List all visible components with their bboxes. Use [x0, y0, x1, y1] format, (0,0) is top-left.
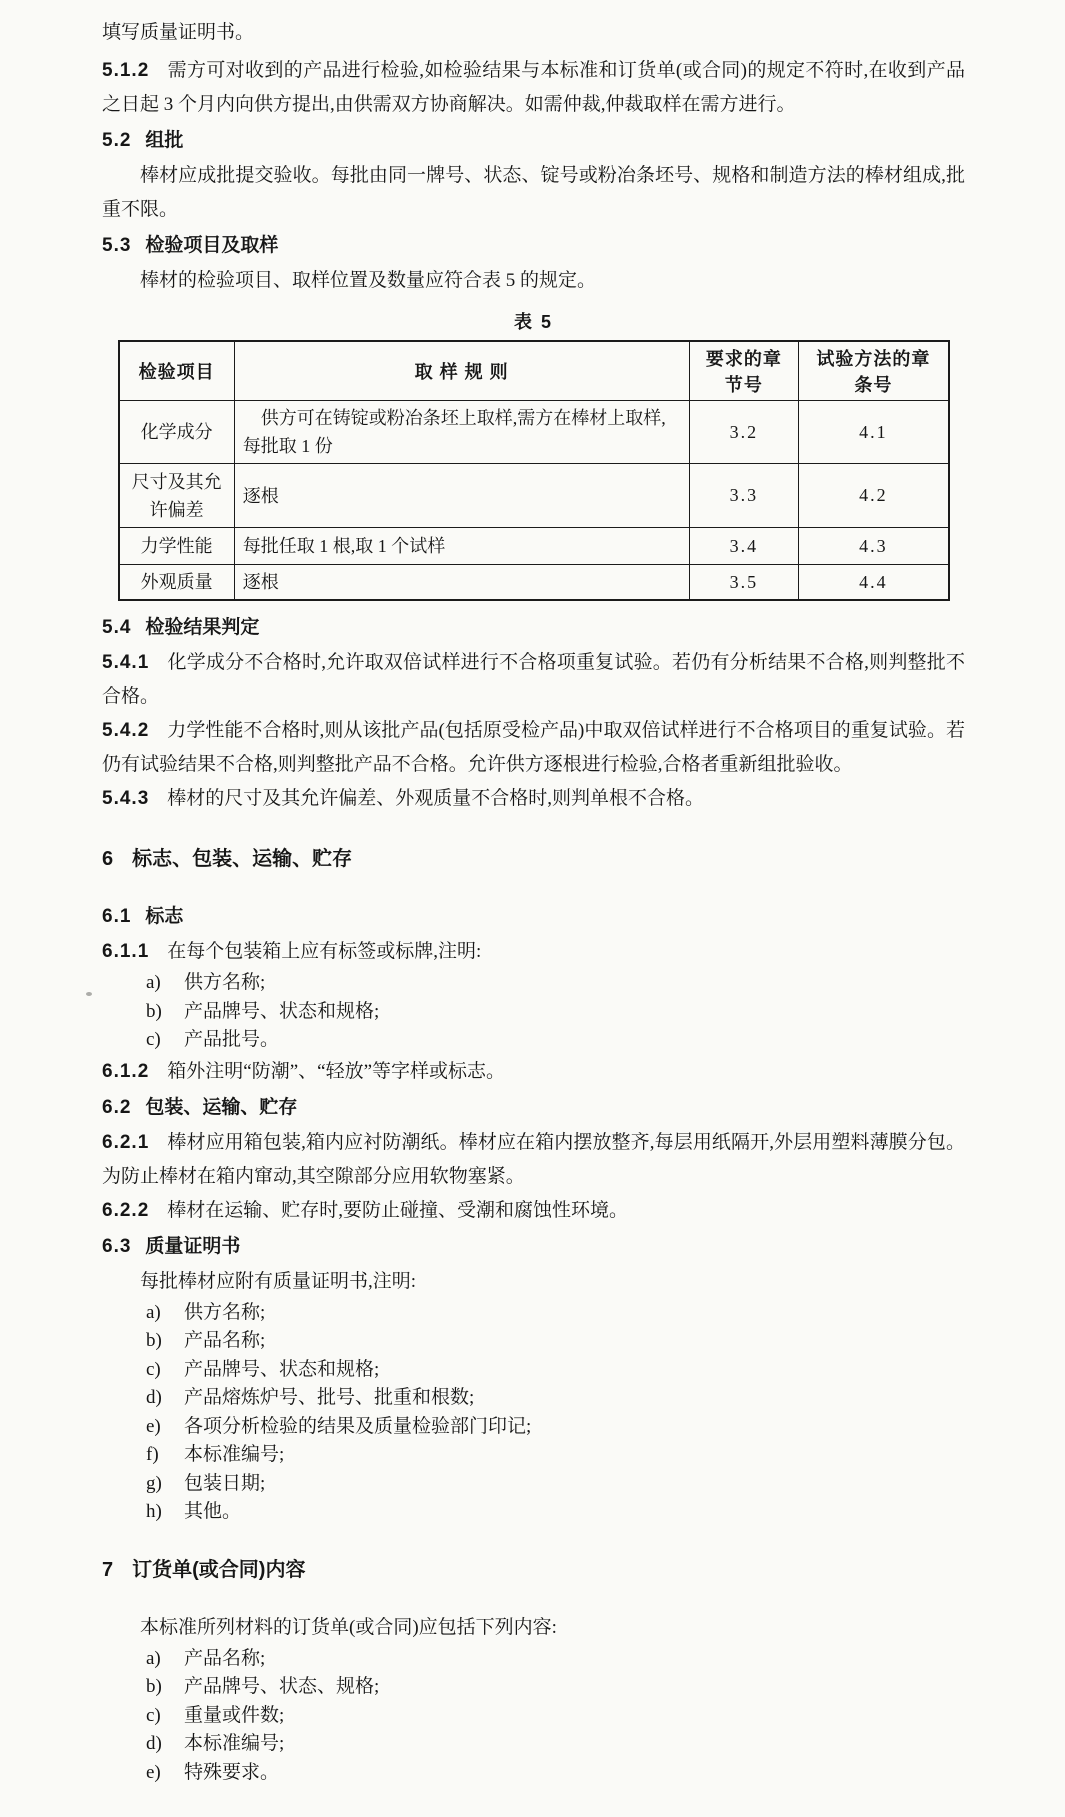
clause-6-2-1	[102, 1126, 965, 1194]
paragraph-continuation: 填写质量证明书。	[102, 22, 255, 43]
cell-requirement: 3.2	[689, 401, 799, 464]
list-item-text: 产品牌号、状态、规格;	[184, 1676, 380, 1697]
cell-requirement: 3.3	[689, 464, 799, 528]
list-item	[102, 1730, 965, 1759]
cell-item: 化学成分	[119, 401, 235, 464]
list-item	[102, 1441, 965, 1470]
heading-5-4	[102, 611, 965, 644]
list-7	[102, 1645, 965, 1788]
list-item-label: a)	[146, 972, 161, 993]
clause-6-1-1	[102, 935, 965, 969]
list-item-label: g)	[146, 1472, 162, 1494]
list-item-label: c)	[146, 1704, 161, 1726]
list-item-text: 特殊要求。	[184, 1761, 280, 1783]
clause-number: 5.1.2	[102, 60, 150, 81]
header-item: 检验项目	[119, 341, 235, 401]
cell-method: 4.2	[799, 464, 949, 528]
clause-text: 棒材应用箱包装,箱内应衬防潮纸。棒材应在箱内摆放整齐,每层用纸隔开,外层用塑料薄膜分包。为防止棒材在箱内窜动,其空隙部分应用软物塞紧。	[102, 1131, 965, 1187]
scan-artifact-dot	[86, 992, 92, 996]
list-item-label: h)	[146, 1501, 162, 1522]
cell-rule: 每批任取 1 根,取 1 个试样	[234, 528, 689, 565]
list-item-label: a)	[146, 1647, 161, 1669]
list-item	[102, 1702, 965, 1731]
heading-number: 5.2	[102, 130, 132, 151]
list-item-label: a)	[146, 1301, 161, 1323]
paragraph-6-3: 每批棒材应附有质量证明书,注明:	[140, 1270, 417, 1292]
list-item-text: 产品熔炼炉号、批号、批重和根数;	[184, 1387, 475, 1408]
cell-requirement: 3.5	[689, 565, 799, 601]
table-row	[119, 528, 949, 565]
heading-text: 组批	[145, 130, 184, 151]
heading-text: 订货单(或合同)内容	[132, 1558, 306, 1581]
table-row	[119, 565, 949, 601]
list-item-label: d)	[146, 1733, 162, 1754]
list-item-text: 重量或件数;	[184, 1704, 285, 1726]
clause-number: 5.4.1	[102, 652, 150, 673]
table-5-body	[119, 401, 949, 601]
clause-6-2-2	[102, 1194, 965, 1228]
list-item	[102, 1299, 965, 1328]
table-5	[118, 340, 950, 601]
cell-rule: 供方可在铸锭或粉冶条坯上取样,需方在棒材上取样,每批取 1 份	[234, 401, 689, 464]
heading-number: 5.3	[102, 235, 132, 256]
list-item-label: c)	[146, 1358, 161, 1380]
list-item	[102, 1759, 965, 1788]
list-6-3	[102, 1299, 965, 1527]
clause-6-1-2	[102, 1055, 965, 1089]
list-item-label: b)	[146, 1000, 162, 1022]
clause-number: 6.1.2	[102, 1060, 150, 1082]
table-row	[119, 401, 949, 464]
clause-5-4-1	[102, 646, 965, 714]
cell-rule: 逐根	[234, 565, 689, 601]
heading-text: 标志	[145, 906, 184, 927]
list-item-label: f)	[146, 1444, 159, 1465]
table-row	[119, 464, 949, 528]
list-item	[102, 1498, 965, 1527]
list-item-label: e)	[146, 1415, 161, 1437]
heading-text: 标志、包装、运输、贮存	[132, 848, 353, 870]
header-requirement: 要求的章节号	[689, 341, 799, 401]
heading-text: 质量证明书	[145, 1235, 241, 1257]
table-5-head	[119, 341, 949, 401]
cell-item: 力学性能	[119, 528, 235, 565]
list-6-1-1	[102, 969, 965, 1055]
heading-number: 6	[102, 848, 115, 870]
list-item	[102, 1413, 965, 1442]
list-item	[102, 1645, 965, 1674]
heading-6-3	[102, 1230, 965, 1263]
list-item	[102, 1327, 965, 1356]
heading-number: 5.4	[102, 617, 132, 638]
list-item-label: c)	[146, 1029, 161, 1050]
list-item	[102, 969, 965, 998]
clause-text: 箱外注明“防潮”、“轻放”等字样或标志。	[167, 1060, 505, 1082]
heading-6	[102, 842, 965, 876]
list-item	[102, 1356, 965, 1385]
clause-number: 6.2.1	[102, 1131, 150, 1153]
list-item-text: 本标准编号;	[184, 1444, 285, 1465]
header-rule: 取 样 规 则	[234, 341, 689, 401]
list-item-text: 产品名称;	[184, 1647, 266, 1669]
paragraph-5-3: 棒材的检验项目、取样位置及数量应符合表 5 的规定。	[140, 270, 597, 291]
clause-5-4-3	[102, 782, 965, 816]
cell-method: 4.1	[799, 401, 949, 464]
list-item-text: 包装日期;	[184, 1472, 266, 1494]
heading-number: 6.3	[102, 1235, 132, 1257]
paragraph-7: 本标准所列材料的订货单(或合同)应包括下列内容:	[140, 1616, 557, 1638]
list-item	[102, 1673, 965, 1702]
clause-5-1-2	[102, 54, 965, 122]
clause-text: 棒材的尺寸及其允许偏差、外观质量不合格时,则判单根不合格。	[167, 788, 705, 809]
cell-requirement: 3.4	[689, 528, 799, 565]
clause-number: 6.1.1	[102, 941, 150, 962]
heading-text: 包装、运输、贮存	[145, 1096, 298, 1118]
list-item	[102, 998, 965, 1027]
cell-item: 外观质量	[119, 565, 235, 601]
clause-text: 化学成分不合格时,允许取双倍试样进行不合格项重复试验。若仍有分析结果不合格,则判整批不合格。	[102, 652, 965, 707]
clause-text: 需方可对收到的产品进行检验,如检验结果与本标准和订货单(或合同)的规定不符时,在收到产品之日起 3 个月内向供方提出,由供需双方协商解决。如需仲裁,仲裁取样在需方进行。	[102, 60, 965, 115]
list-item-text: 供方名称;	[184, 1301, 266, 1323]
clause-number: 6.2.2	[102, 1199, 150, 1221]
cell-rule: 逐根	[234, 464, 689, 528]
heading-number: 6.2	[102, 1096, 132, 1118]
clause-text: 棒材在运输、贮存时,要防止碰撞、受潮和腐蚀性环境。	[167, 1199, 629, 1221]
list-item-text: 各项分析检验的结果及质量检验部门印记;	[184, 1415, 532, 1437]
list-item	[102, 1384, 965, 1413]
heading-text: 检验结果判定	[145, 617, 260, 638]
heading-6-1	[102, 900, 965, 933]
list-item	[102, 1026, 965, 1055]
clause-text: 在每个包装箱上应有标签或标牌,注明:	[167, 941, 482, 962]
list-item-text: 产品批号。	[184, 1029, 280, 1050]
heading-5-3	[102, 229, 965, 262]
list-item-text: 本标准编号;	[184, 1733, 285, 1754]
clause-number: 5.4.2	[102, 720, 150, 741]
heading-5-2	[102, 124, 965, 157]
list-item-label: b)	[146, 1330, 162, 1351]
heading-number: 6.1	[102, 906, 132, 927]
clause-text: 力学性能不合格时,则从该批产品(包括原受检产品)中取双倍试样进行不合格项目的重复试验。若仍有试验结果不合格,则判整批产品不合格。允许供方逐根进行检验,合格者重新组批验收。	[102, 720, 965, 775]
list-item-text: 产品牌号、状态和规格;	[184, 1000, 380, 1022]
list-item-label: d)	[146, 1387, 162, 1408]
list-item-text: 供方名称;	[184, 972, 266, 993]
list-item-label: e)	[146, 1761, 161, 1783]
heading-text: 检验项目及取样	[145, 235, 279, 256]
clause-5-4-2	[102, 714, 965, 782]
heading-7	[102, 1553, 965, 1587]
cell-method: 4.4	[799, 565, 949, 601]
cell-item: 尺寸及其允许偏差	[119, 464, 235, 528]
heading-number: 7	[102, 1558, 115, 1581]
table-5-caption: 表 5	[513, 312, 553, 332]
cell-method: 4.3	[799, 528, 949, 565]
list-item	[102, 1470, 965, 1499]
heading-6-2	[102, 1091, 965, 1124]
header-method: 试验方法的章条号	[799, 341, 949, 401]
list-item-text: 产品名称;	[184, 1330, 266, 1351]
clause-number: 5.4.3	[102, 788, 150, 809]
paragraph-5-2: 棒材应成批提交验收。每批由同一牌号、状态、锭号或粉冶条坯号、规格和制造方法的棒材组成,批重不限。	[102, 165, 965, 220]
list-item-text: 其他。	[184, 1501, 242, 1522]
list-item-text: 产品牌号、状态和规格;	[184, 1358, 380, 1380]
list-item-label: b)	[146, 1676, 162, 1697]
table-header-row	[119, 341, 949, 401]
